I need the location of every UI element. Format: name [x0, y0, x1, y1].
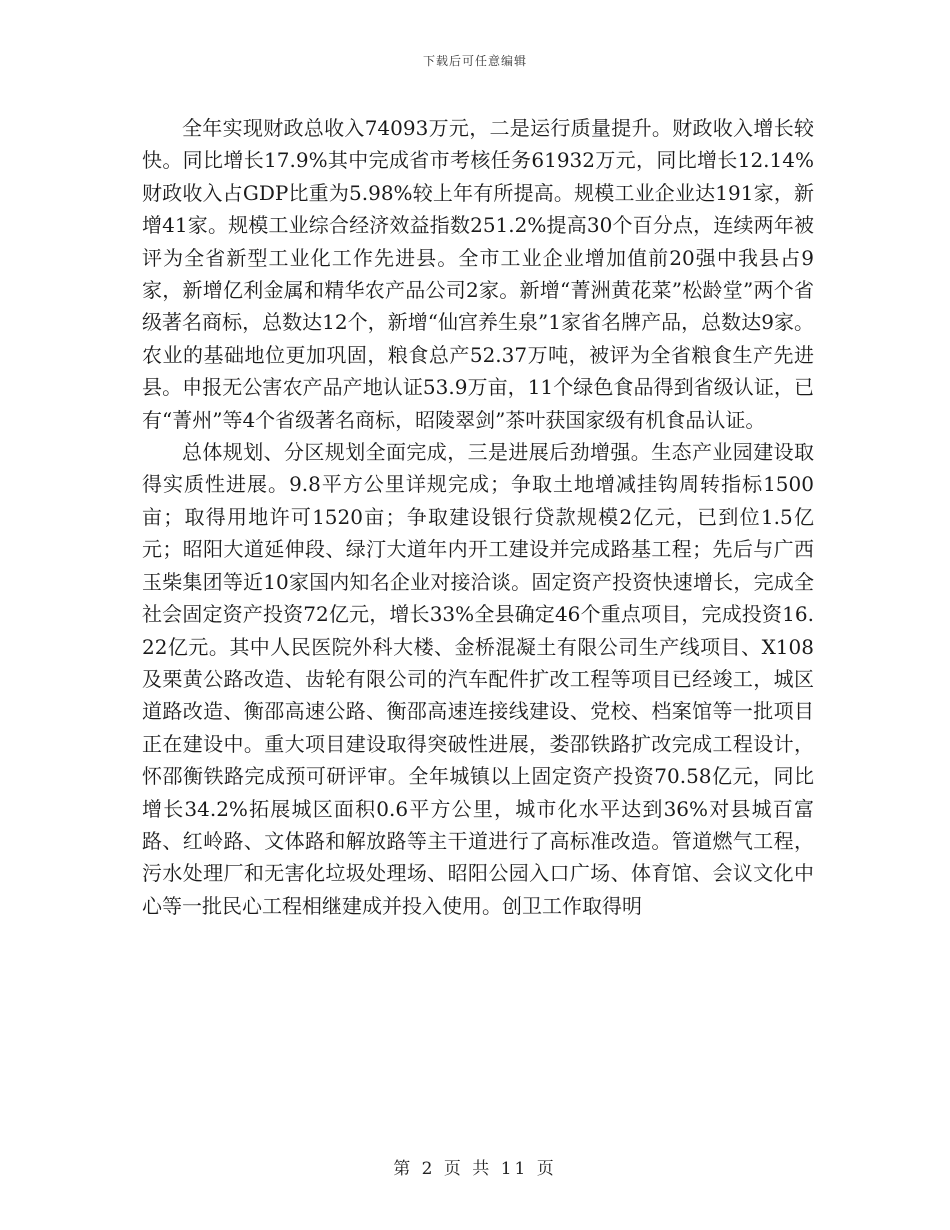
- page-header: 下载后可任意编辑: [422, 54, 527, 68]
- document-body: [142, 112, 814, 922]
- paragraph-1: 全年实现财政总收入74093万元，二是运行质量提升。财政收入增长较快。同比增长17.9%其中完成省市考核任务61932万元，同比增长12.14%财政收入占GDP比重为5.98%较上年有所提高。规模工业企业达191家，新增41家。规模工业综合经济效益指数251.2%提高30个百分点，连续两年被评为全省新型工业化工作先进县。全市工业企业增加值前20强中我县占9家，新增亿利金属和精华农产品公司2家。新增“菁洲黄花菜”松龄堂”两个省级著名商标，总数达12个，新增“仙宫养生泉”1家省名牌产品，总数达9家。农业的基础地位更加巩固，粮食总产52.37万吨，被评为全省粮食生产先进县。申报无公害农产品产地认证53.9万亩，11个绿色食品得到省级认证，已有“菁州”等4个省级著名商标，昭陵翠剑”茶叶获国家级有机食品认证。: [142, 116, 814, 432]
- page-footer: 第 2 页 共 11 页: [393, 1159, 557, 1179]
- paragraph-2: 总体规划、分区规划全面完成，三是进展后劲增强。生态产业园建设取得实质性进展。9.8平方公里详规完成；争取土地增减挂钩周转指标1500亩；取得用地许可1520亩；争取建设银行贷款规模2亿元，已到位1.5亿元；昭阳大道延伸段、绿汀大道年内开工建设并完成路基工程；先后与广西玉柴集团等近10家国内知名企业对接洽谈。固定资产投资快速增长，完成全社会固定资产投资72亿元，增长33%全县确定46个重点项目，完成投资16.22亿元。其中人民医院外科大楼、金桥混凝土有限公司生产线项目、X108及栗黄公路改造、齿轮有限公司的汽车配件扩改工程等项目已经竣工，城区道路改造、衡邵高速公路、衡邵高速连接线建设、党校、档案馆等一批项目正在建设中。重大项目建设取得突破性进展，娄邵铁路扩改完成工程设计，怀邵衡铁路完成预可研评审。全年城镇以上固定资产投资70.58亿元，同比增长34.2%拓展城区面积0.6平方公里，城市化水平达到36%对县城百富路、红岭路、文体路和解放路等主干道进行了高标准改造。管道燃气工程，污水处理厂和无害化垃圾处理场、昭阳公园入口广场、体育馆、会议文化中心等一批民心工程相继建成并投入使用。创卫工作取得明: [142, 440, 814, 918]
